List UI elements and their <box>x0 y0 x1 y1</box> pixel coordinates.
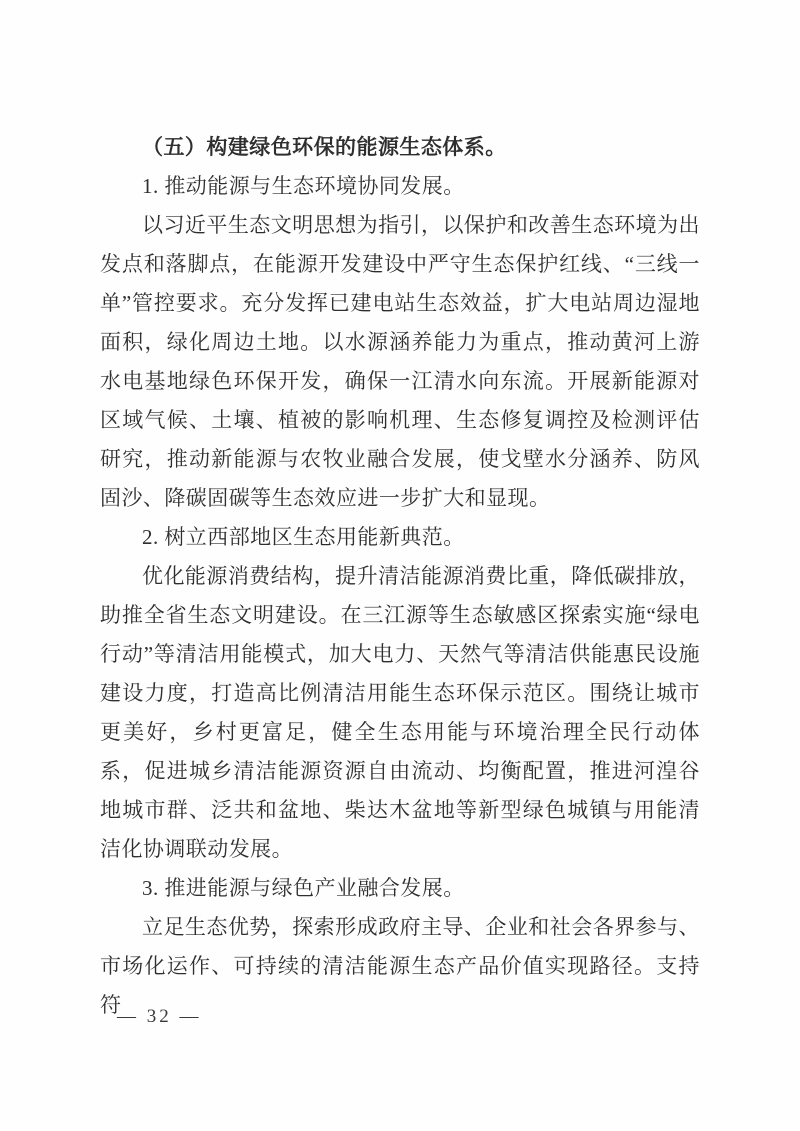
subheading-2: 2. 树立西部地区生态用能新典范。 <box>142 525 465 549</box>
subheading-3: 3. 推进能源与绿色产业融合发展。 <box>142 876 465 900</box>
paragraph-1: 以习近平生态文明思想为指引，以保护和改善生态环境为出发点和落脚点，在能源开发建设中严守生态保护红线、“三线一单”管控要求。充分发挥已建电站生态效益，扩大电站周边湿地面积，绿化周边土地。以水源涵养能力为重点，推动黄河上游水电基地绿色环保开发，确保一江清水向东流。开展新能源对区域气候、土壤、植被的影响机理、生态修复调控及检测评估研究，推动新能源与农牧业融合发展，使戈壁水分涵养、防风固沙、降碳固碳等生态效应进一步扩大和显现。 <box>100 213 700 510</box>
section-heading-5: （五）构建绿色环保的能源生态体系。 <box>142 135 507 159</box>
page-number-footer: — 32 — <box>117 1006 202 1027</box>
subheading-1: 1. 推动能源与生态环境协同发展。 <box>142 174 465 198</box>
paragraph-2: 优化能源消费结构，提升清洁能源消费比重，降低碳排放，助推全省生态文明建设。在三江源等生态敏感区探索实施“绿电行动”等清洁用能模式，加大电力、天然气等清洁供能惠民设施建设力度，打造高比例清洁用能生态环保示范区。围绕让城市更美好，乡村更富足，健全生态用能与环境治理全民行动体系，促进城乡清洁能源资源自由流动、均衡配置，推进河湟谷地城市群、泛共和盆地、柴达木盆地等新型绿色城镇与用能清洁化协调联动发展。 <box>100 564 700 861</box>
paragraph-3: 立足生态优势，探索形成政府主导、企业和社会各界参与、市场化运作、可持续的清洁能源生态产品价值实现路径。支持符 <box>100 915 700 1017</box>
document-body <box>100 128 700 1025</box>
